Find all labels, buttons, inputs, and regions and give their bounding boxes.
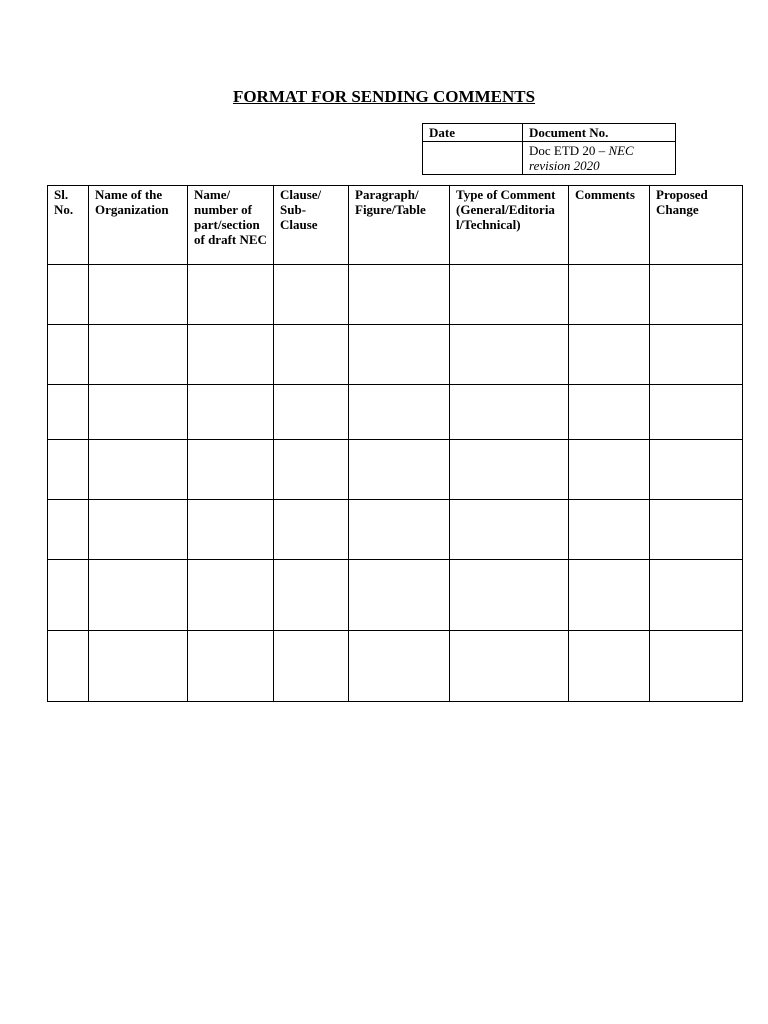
cell-paragraph[interactable] xyxy=(349,631,450,702)
cell-paragraph[interactable] xyxy=(349,440,450,500)
table-row xyxy=(48,500,743,560)
comments-table xyxy=(47,185,743,702)
table-row xyxy=(48,560,743,631)
cell-comments[interactable] xyxy=(569,265,650,325)
cell-clause[interactable] xyxy=(274,560,349,631)
header-proposed-change: Proposed Change xyxy=(650,186,743,265)
cell-type-of-comment[interactable] xyxy=(450,560,569,631)
cell-clause[interactable] xyxy=(274,631,349,702)
cell-comments[interactable] xyxy=(569,385,650,440)
cell-type-of-comment[interactable] xyxy=(450,385,569,440)
cell-proposed-change[interactable] xyxy=(650,440,743,500)
cell-part-section[interactable] xyxy=(188,385,274,440)
table-row xyxy=(48,325,743,385)
cell-part-section[interactable] xyxy=(188,631,274,702)
cell-type-of-comment[interactable] xyxy=(450,325,569,385)
date-value[interactable] xyxy=(423,142,523,175)
cell-comments[interactable] xyxy=(569,631,650,702)
document-number-value xyxy=(523,142,676,175)
cell-sl-no[interactable] xyxy=(48,631,89,702)
cell-type-of-comment[interactable] xyxy=(450,631,569,702)
cell-paragraph[interactable] xyxy=(349,265,450,325)
cell-organization[interactable] xyxy=(89,265,188,325)
cell-organization[interactable] xyxy=(89,385,188,440)
document-number-label: Document No. xyxy=(523,124,676,142)
cell-sl-no[interactable] xyxy=(48,440,89,500)
cell-clause[interactable] xyxy=(274,385,349,440)
cell-paragraph[interactable] xyxy=(349,560,450,631)
cell-organization[interactable] xyxy=(89,560,188,631)
comments-table-header-row xyxy=(48,186,743,265)
cell-proposed-change[interactable] xyxy=(650,385,743,440)
page-title: FORMAT FOR SENDING COMMENTS xyxy=(232,87,536,106)
header-type-of-comment: Type of Comment (General/Editorial/Technical) xyxy=(450,186,569,265)
header-comments: Comments xyxy=(569,186,650,265)
cell-paragraph[interactable] xyxy=(349,325,450,385)
cell-sl-no[interactable] xyxy=(48,385,89,440)
document-number-italic: NEC revision 2020 xyxy=(529,143,634,173)
header-clause: Clause/ Sub-Clause xyxy=(274,186,349,265)
cell-comments[interactable] xyxy=(569,440,650,500)
header-sl-no: Sl. No. xyxy=(48,186,89,265)
cell-comments[interactable] xyxy=(569,500,650,560)
cell-clause[interactable] xyxy=(274,500,349,560)
cell-organization[interactable] xyxy=(89,631,188,702)
header-paragraph: Paragraph/ Figure/Table xyxy=(349,186,450,265)
cell-proposed-change[interactable] xyxy=(650,325,743,385)
table-row xyxy=(48,631,743,702)
header-part-section: Name/ number of part/section of draft NEC xyxy=(188,186,274,265)
cell-type-of-comment[interactable] xyxy=(450,440,569,500)
cell-sl-no[interactable] xyxy=(48,265,89,325)
cell-sl-no[interactable] xyxy=(48,500,89,560)
table-row xyxy=(48,440,743,500)
cell-part-section[interactable] xyxy=(188,500,274,560)
cell-proposed-change[interactable] xyxy=(650,631,743,702)
cell-proposed-change[interactable] xyxy=(650,265,743,325)
cell-part-section[interactable] xyxy=(188,560,274,631)
cell-clause[interactable] xyxy=(274,325,349,385)
cell-organization[interactable] xyxy=(89,500,188,560)
cell-sl-no[interactable] xyxy=(48,560,89,631)
cell-comments[interactable] xyxy=(569,560,650,631)
table-row xyxy=(48,265,743,325)
cell-part-section[interactable] xyxy=(188,325,274,385)
cell-paragraph[interactable] xyxy=(349,500,450,560)
cell-sl-no[interactable] xyxy=(48,325,89,385)
cell-proposed-change[interactable] xyxy=(650,560,743,631)
header-organization: Name of the Organization xyxy=(89,186,188,265)
table-row xyxy=(48,385,743,440)
cell-proposed-change[interactable] xyxy=(650,500,743,560)
cell-part-section[interactable] xyxy=(188,265,274,325)
cell-paragraph[interactable] xyxy=(349,385,450,440)
document-info-table xyxy=(422,123,676,175)
cell-type-of-comment[interactable] xyxy=(450,500,569,560)
document-number-prefix: Doc ETD 20 – xyxy=(529,143,609,158)
cell-type-of-comment[interactable] xyxy=(450,265,569,325)
cell-comments[interactable] xyxy=(569,325,650,385)
cell-clause[interactable] xyxy=(274,265,349,325)
date-label: Date xyxy=(423,124,523,142)
cell-organization[interactable] xyxy=(89,440,188,500)
cell-organization[interactable] xyxy=(89,325,188,385)
cell-clause[interactable] xyxy=(274,440,349,500)
cell-part-section[interactable] xyxy=(188,440,274,500)
